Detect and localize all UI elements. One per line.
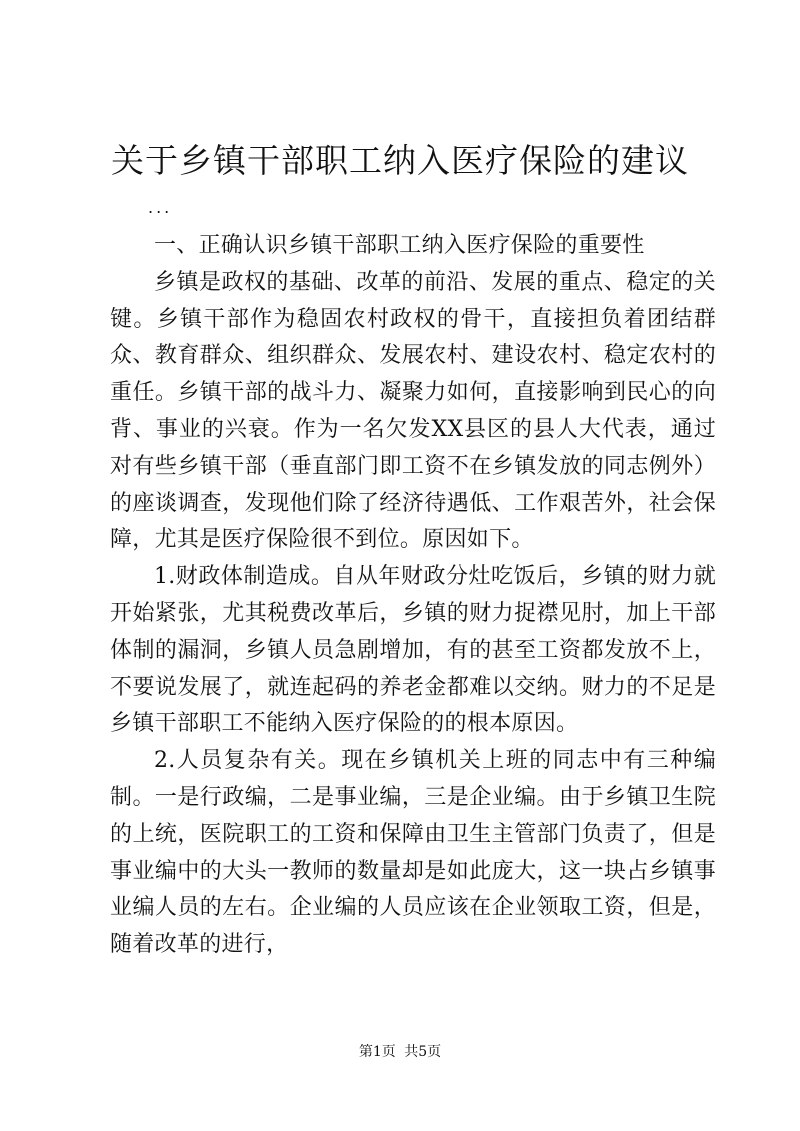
document-body xyxy=(110,228,716,964)
paragraph: 1.财政体制造成。自从年财政分灶吃饭后，乡镇的财力就开始紧张，尤其税费改革后，乡镇的财力捉襟见肘，加上干部体制的漏洞，乡镇人员急剧增加，有的甚至工资都发放不上，不要说发展了，就连起码的养老金都难以交纳。财力的不足是乡镇干部职工不能纳入医疗保险的的根本原因。 xyxy=(110,564,716,737)
page-total: 共5页 xyxy=(404,1044,442,1060)
page-footer xyxy=(0,1042,800,1062)
document-title: 关于乡镇干部职工纳入医疗保险的建议 xyxy=(111,141,689,180)
page-number: 第1页 xyxy=(358,1044,396,1060)
paragraph: 2.人员复杂有关。现在乡镇机关上班的同志中有三种编制。一是行政编，二是事业编，三是企业编。由于乡镇卫生院的上统，医院职工的工资和保障由卫生主管部门负责了，但是事业编中的大头一教师的数量却是如此庞大，这一块占乡镇事业编人员的左右。企业编的人员应该在企业领取工资，但是，随着改革的进行， xyxy=(110,748,716,958)
paragraph: 乡镇是政权的基础、改革的前沿、发展的重点、稳定的关键。乡镇干部作为稳固农村政权的骨干，直接担负着团结群众、教育群众、组织群众、发展农村、建设农村、稳定农村的重任。乡镇干部的战斗力、凝聚力如何，直接影响到民心的向背、事业的兴衰。作为一名欠发XX县区的县人大代表，通过对有些乡镇干部（垂直部门即工资不在乡镇发放的同志例外）的座谈调查，发现他们除了经济待遇低、工作艰苦外，社会保障，尤其是医疗保险很不到位。原因如下。 xyxy=(110,269,716,553)
ellipsis-mark: ... xyxy=(148,198,173,217)
section-heading: 一、正确认识乡镇干部职工纳入医疗保险的重要性 xyxy=(154,233,645,258)
